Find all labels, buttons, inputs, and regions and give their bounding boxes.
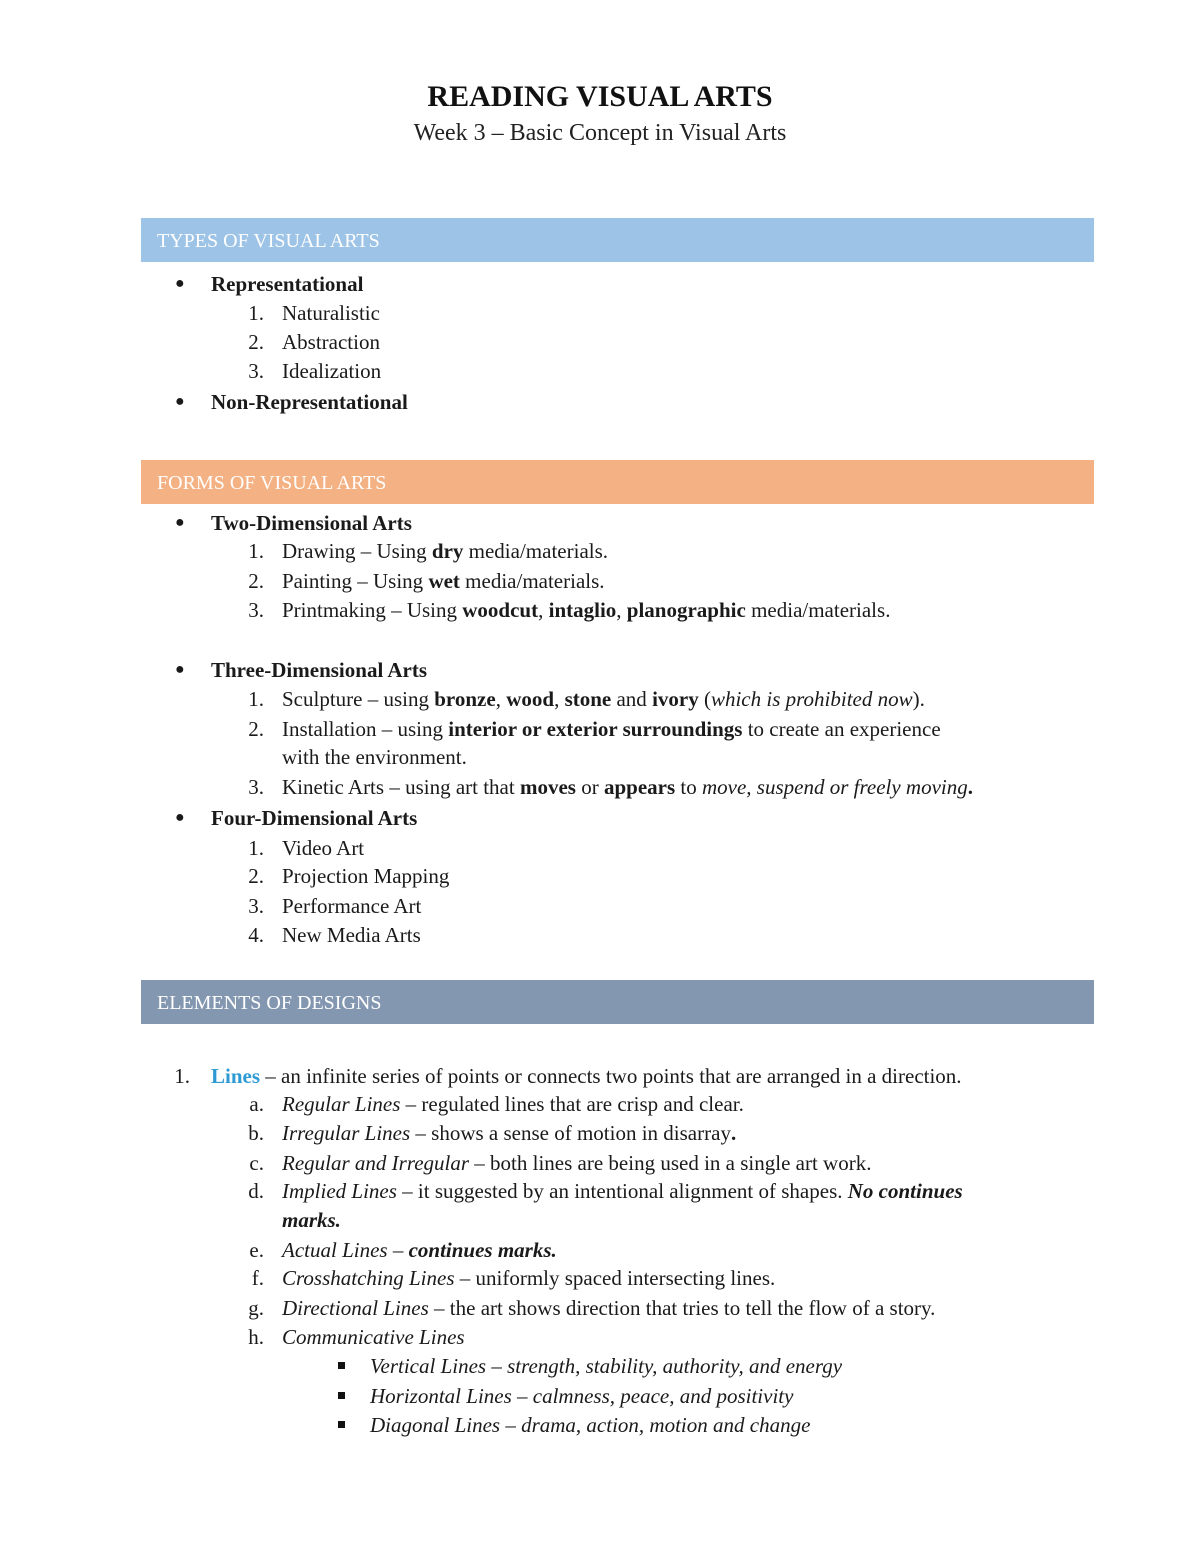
bullet-icon: ● <box>175 661 185 678</box>
list-item-installation-continued: with the environment. <box>282 745 467 769</box>
list-item-vertical-lines: Vertical Lines – strength, stability, authority, and energy <box>370 1354 843 1378</box>
list-number: 1. <box>248 539 264 563</box>
list-item-kinetic: Kinetic Arts – using art that moves or appears to move, suspend or freely moving. <box>282 775 973 799</box>
list-number: 2. <box>248 864 264 888</box>
bullet-icon: ● <box>175 514 185 531</box>
section-heading-forms: FORMS OF VISUAL ARTS <box>141 460 1094 504</box>
list-item-actual-lines: Actual Lines – continues marks. <box>282 1238 557 1262</box>
square-bullet-icon <box>338 1392 345 1399</box>
list-letter: e. <box>249 1238 264 1262</box>
list-number: 2. <box>248 717 264 741</box>
list-number: 1. <box>174 1064 190 1088</box>
list-item: Idealization <box>282 359 382 383</box>
list-item: Video Art <box>282 836 365 860</box>
list-item-four-dimensional: Four-Dimensional Arts <box>211 806 418 830</box>
list-number: 1. <box>248 687 264 711</box>
list-letter: g. <box>248 1296 264 1320</box>
list-item-lines: Lines – an infinite series of points or connects two points that are arranged in a direction. <box>211 1064 962 1088</box>
list-item-representational: Representational <box>211 272 364 296</box>
list-letter: a. <box>249 1092 264 1116</box>
list-item-implied-lines-continued: marks. <box>282 1208 341 1232</box>
list-item: Performance Art <box>282 894 422 918</box>
list-number: 1. <box>248 301 264 325</box>
list-letter: d. <box>248 1179 264 1203</box>
list-item-crosshatching-lines: Crosshatching Lines – uniformly spaced intersecting lines. <box>282 1266 776 1290</box>
list-item: New Media Arts <box>282 923 421 947</box>
list-item-diagonal-lines: Diagonal Lines – drama, action, motion and change <box>370 1413 811 1437</box>
list-item-non-representational: Non-Representational <box>211 390 408 414</box>
list-letter: f. <box>251 1266 264 1290</box>
list-number: 1. <box>248 836 264 860</box>
list-number: 3. <box>248 359 264 383</box>
square-bullet-icon <box>338 1421 345 1428</box>
list-item-directional-lines: Directional Lines – the art shows direction that tries to tell the flow of a story. <box>282 1296 936 1320</box>
list-letter: c. <box>249 1151 264 1175</box>
list-number: 2. <box>248 330 264 354</box>
list-item: Projection Mapping <box>282 864 450 888</box>
section-heading-types: TYPES OF VISUAL ARTS <box>141 218 1094 262</box>
page-title: READING VISUAL ARTS <box>427 80 773 113</box>
list-number: 3. <box>248 598 264 622</box>
list-item-printmaking: Printmaking – Using woodcut, intaglio, planographic media/materials. <box>282 598 891 622</box>
list-item-installation: Installation – using interior or exterior surroundings to create an experience <box>282 717 941 741</box>
list-number: 4. <box>248 923 264 947</box>
list-item-painting: Painting – Using wet media/materials. <box>282 569 605 593</box>
list-item-irregular-lines: Irregular Lines – shows a sense of motion in disarray. <box>282 1121 737 1145</box>
list-number: 3. <box>248 894 264 918</box>
bullet-icon: ● <box>175 275 185 292</box>
list-item-regular-irregular: Regular and Irregular – both lines are being used in a single art work. <box>282 1151 872 1175</box>
square-bullet-icon <box>338 1362 345 1369</box>
list-item-three-dimensional: Three-Dimensional Arts <box>211 658 428 682</box>
bullet-icon: ● <box>175 809 185 826</box>
list-item-two-dimensional: Two-Dimensional Arts <box>211 511 412 535</box>
list-item-regular-lines: Regular Lines – regulated lines that are crisp and clear. <box>282 1092 744 1116</box>
list-item-sculpture: Sculpture – using bronze, wood, stone and ivory (which is prohibited now). <box>282 687 925 711</box>
section-heading-elements: ELEMENTS OF DESIGNS <box>141 980 1094 1024</box>
list-item-drawing: Drawing – Using dry media/materials. <box>282 539 609 563</box>
page-subtitle: Week 3 – Basic Concept in Visual Arts <box>413 120 787 146</box>
list-item-communicative-lines: Communicative Lines <box>282 1325 465 1349</box>
bullet-icon: ● <box>175 393 185 410</box>
lines-label: Lines <box>211 1064 261 1088</box>
list-number: 3. <box>248 775 264 799</box>
list-number: 2. <box>248 569 264 593</box>
list-item-horizontal-lines: Horizontal Lines – calmness, peace, and positivity <box>370 1384 794 1408</box>
list-item-implied-lines: Implied Lines – it suggested by an intentional alignment of shapes. No continues <box>282 1179 963 1203</box>
list-letter: b. <box>248 1121 264 1145</box>
list-item: Abstraction <box>282 330 380 354</box>
list-item: Naturalistic <box>282 301 380 325</box>
list-letter: h. <box>248 1325 264 1349</box>
